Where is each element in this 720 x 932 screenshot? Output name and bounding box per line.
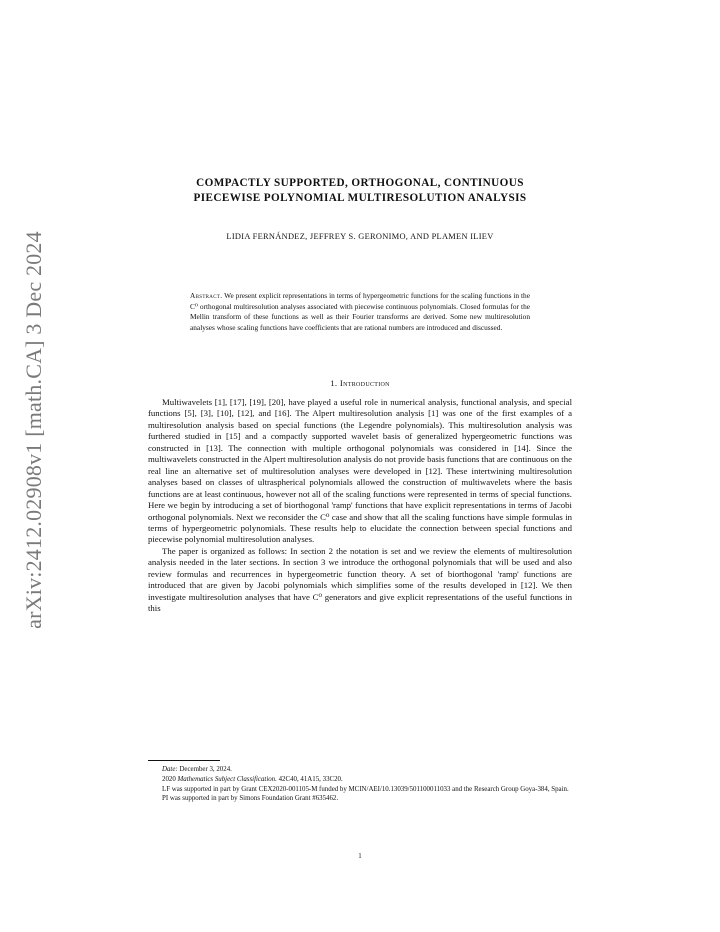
body-paragraph-2: The paper is organized as follows: In section 2 the notation is set and we review the elements of multiresolution analysis needed in the later sections. In section 3 we introduce the orthogonal polynomials that will be used and also review formulas and recurrences in hypergeometric function theory. A set of biorthogonal 'ramp' functions are introduced that are given by Jacobi polynomials which simplifies some of the results developed in [12]. We then investigate multiresolution analyses that have C⁰ generators and give explicit representations of the useful functions in this xyxy=(148,545,572,614)
arxiv-identifier-text: arXiv:2412.02908v1 [math.CA] 3 Dec 2024 xyxy=(21,231,46,629)
footnote-msc-codes: 42C40, 41A15, 33C20. xyxy=(278,775,343,783)
abstract-text: We present explicit representations in terms of hypergeometric functions for the scaling functions in the C⁰ orthogonal multiresolution analyses associated with piecewise continuous polynomials. Closed formulas for the Mellin transform of these functions as well as their Fourier transforms are derived. Some new multiresolution analyses whose scaling functions have coefficients that are rational numbers are introduced and discussed. xyxy=(190,291,530,332)
footnote-lf-funding: LF was supported in part by Grant CEX2020-001105-M funded by MCIN/AEI/10.13039/501100011033 and the Research Group Goya-384, Spain. xyxy=(162,785,569,793)
abstract-label: Abstract. xyxy=(190,291,223,300)
footnote-date xyxy=(148,765,572,775)
section-title: Introduction xyxy=(339,378,390,388)
body-paragraph-1: Multiwavelets [1], [17], [19], [20], have played a useful role in numerical analysis, functional analysis, and special functions [5], [3], [10], [12], and [16]. The Alpert multiresolution analysis [1] was one of the first examples of a multiresolution analysis based on special functions (the Legendre polynomials). This multiresolution analysis was furthered studied in [15] and a compactly supported wavelet basis of generalized hypergeometric functions was constructed in [13]. The connection with multiple orthogonal polynomials was considered in [14]. Since the multiwavelets constructed in the Alpert multiresolution analysis do not provide basis functions that are continuous on the real line an alternative set of multiresolution analyses were developed in [12]. These intertwining multiresolution analyses based on classes of ultraspherical polynomials allowed the construction of multiwavelets where the basis functions are at least continuous, however not all of the scaling functions were represented in terms of special functions. Here we begin by introducing a set of biorthogonal 'ramp' functions that have explicit representations in terms of Jacobi orthogonal polynomials. Next we reconsider the C⁰ case and show that all the scaling functions have simple formulas in terms of hypergeometric polynomials. These results help to elucidate the connection between special functions and piecewise polynomial multiresolution analyses. xyxy=(148,397,572,545)
section-heading-introduction xyxy=(148,378,572,388)
paper-title-line-2: PIECEWISE POLYNOMIAL MULTIRESOLUTION ANALYSIS xyxy=(193,192,527,204)
paper-title xyxy=(148,176,572,206)
paper-title-line-1: COMPACTLY SUPPORTED, ORTHOGONAL, CONTINUOUS xyxy=(196,177,524,189)
footnote-date-value: December 3, 2024. xyxy=(179,766,232,773)
footnote-divider xyxy=(148,760,220,761)
footnote-msc xyxy=(148,775,572,785)
arxiv-identifier-stamp xyxy=(14,210,54,650)
introduction-body xyxy=(148,397,572,615)
footnote-msc-prefix: 2020 xyxy=(162,775,176,783)
abstract xyxy=(190,291,530,333)
page-number: 1 xyxy=(358,853,362,860)
footnotes xyxy=(148,765,572,804)
footnote-pi-funding: PI was supported in part by Simons Foundation Grant #635462. xyxy=(162,795,339,803)
section-number: 1. xyxy=(330,378,338,388)
paper-authors: LIDIA FERNÁNDEZ, JEFFREY S. GERONIMO, AND PLAMEN ILIEV xyxy=(226,232,494,241)
footnote-msc-label: Mathematics Subject Classification. xyxy=(177,775,277,783)
footnote-date-label: Date: xyxy=(162,766,178,773)
